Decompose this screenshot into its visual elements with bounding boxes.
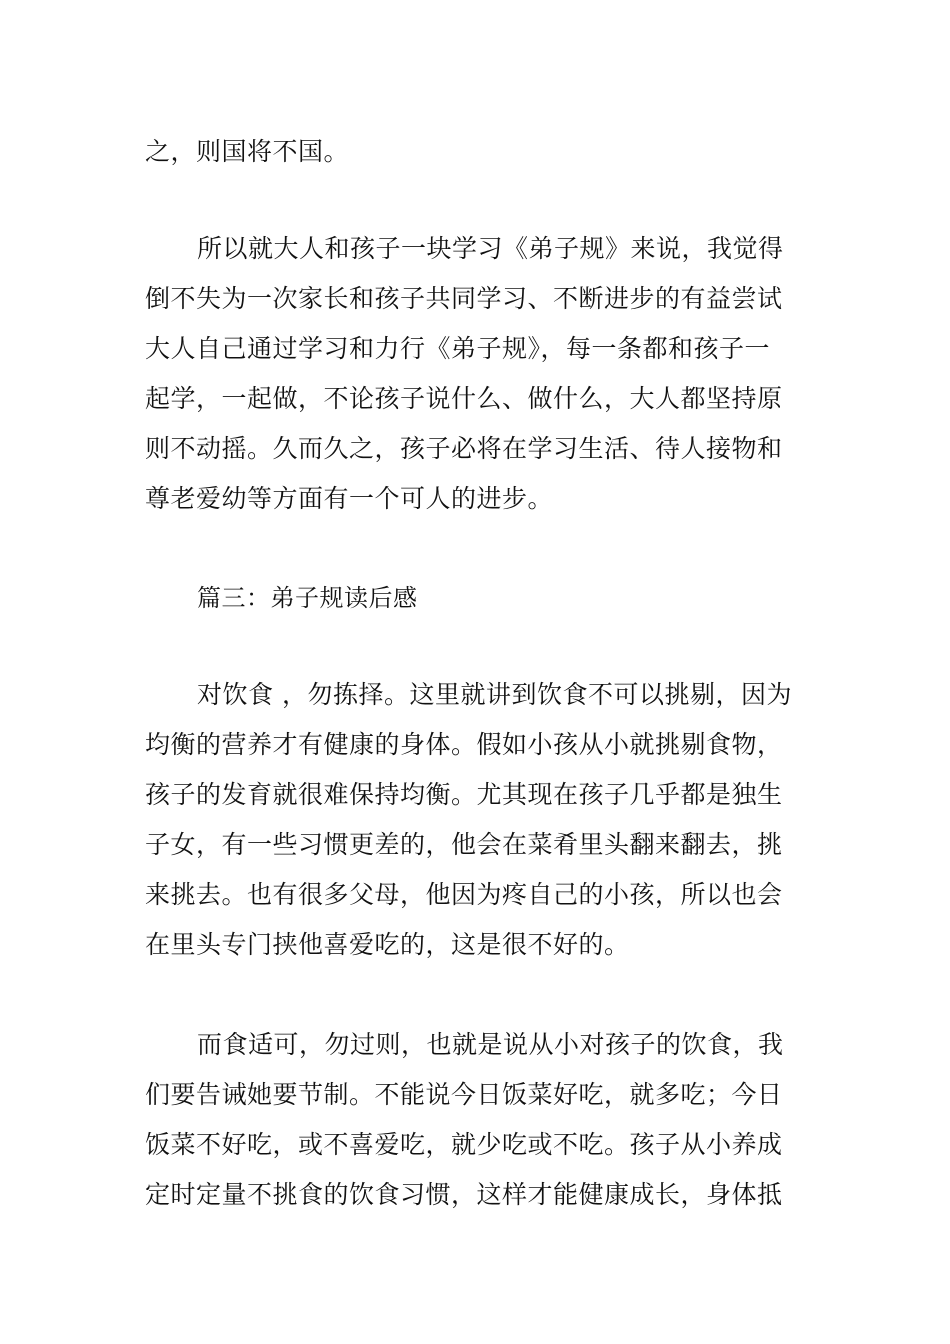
- paragraph-line: 来挑去。也有很多父母，他因为疼自己的小孩，所以也会: [145, 880, 783, 909]
- paragraph-line: 定时定量不挑食的饮食习惯，这样才能健康成长，身体抵: [145, 1180, 783, 1209]
- paragraph-line: 则不动摇。久而久之，孩子必将在学习生活、待人接物和: [145, 434, 783, 463]
- section-heading: 篇三：弟子规读后感: [197, 584, 418, 612]
- paragraph-line: 对饮食 ，勿拣择。这里就讲到饮食不可以挑剔，因为: [197, 680, 792, 709]
- paragraph-line: 孩子的发育就很难保持均衡。尤其现在孩子几乎都是独生: [145, 780, 783, 809]
- paragraph-line: 均衡的营养才有健康的身体。假如小孩从小就挑剔食物，: [145, 730, 783, 759]
- paragraph-line: 饭菜不好吃，或不喜爱吃，就少吃或不吃。孩子从小养成: [145, 1130, 783, 1159]
- paragraph-line: 们要告诫她要节制。不能说今日饭菜好吃，就多吃；今日: [145, 1080, 783, 1109]
- paragraph-line: 在里头专门挟他喜爱吃的，这是很不好的。: [145, 930, 630, 959]
- paragraph-line: 大人自己通过学习和力行《弟子规》，每一条都和孩子一: [145, 334, 771, 363]
- paragraph-line: 起学，一起做，不论孩子说什么、做什么，大人都坚持原: [145, 384, 783, 413]
- paragraph-line: 而食适可，勿过则，也就是说从小对孩子的饮食，我: [197, 1030, 784, 1059]
- paragraph-line: 尊老爱幼等方面有一个可人的进步。: [145, 484, 554, 513]
- paragraph-line: 所以就大人和孩子一块学习《弟子规》来说，我觉得: [197, 234, 784, 263]
- paragraph-line: 倒不失为一次家长和孩子共同学习、不断进步的有益尝试: [145, 284, 783, 313]
- paragraph-line: 之，则国将不国。: [145, 137, 350, 166]
- paragraph-line: 子女，有一些习惯更差的，他会在菜肴里头翻来翻去，挑: [145, 830, 783, 859]
